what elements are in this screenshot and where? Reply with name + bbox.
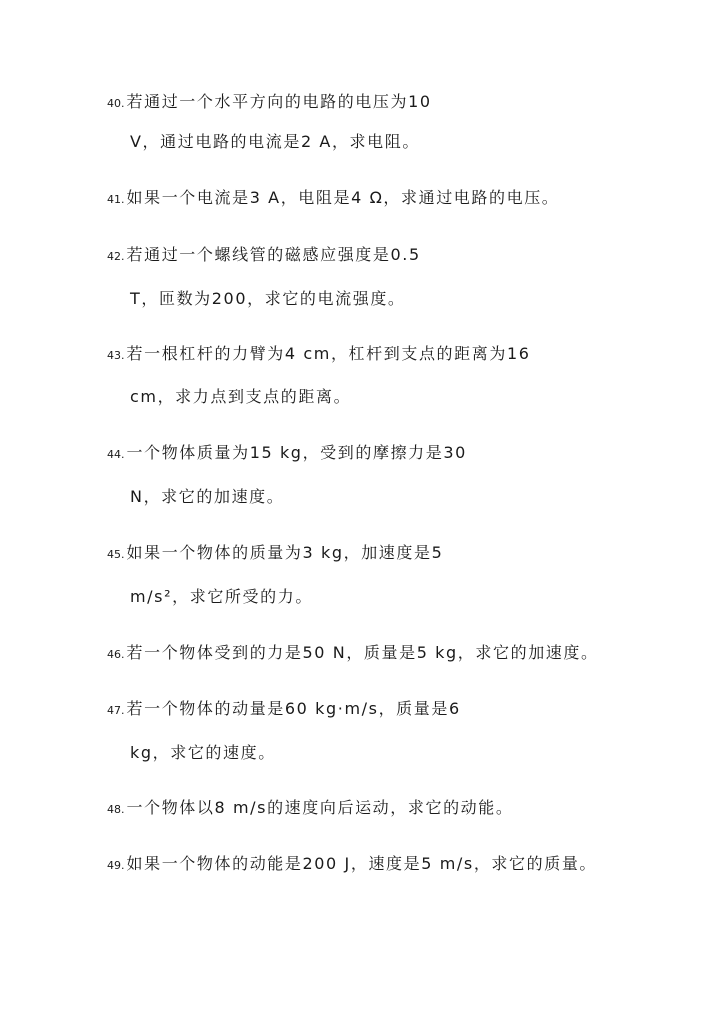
problem-47-line-2 [130, 743, 276, 763]
problem-number: 45. [107, 548, 125, 561]
problem-49-line-1 [107, 854, 597, 876]
problem-text: 如果一个物体的质量为3 kg，加速度是5 [126, 543, 444, 562]
problem-text: 一个物体以8 m/s的速度向后运动，求它的动能。 [126, 798, 514, 817]
problem-number: 46. [107, 648, 125, 661]
problem-number: 41. [107, 193, 125, 206]
problem-text: m/s²，求它所受的力。 [130, 587, 313, 606]
problem-text: 如果一个电流是3 A，电阻是4 Ω，求通过电路的电压。 [126, 188, 560, 207]
problem-number: 40. [107, 97, 125, 110]
problem-text: 如果一个物体的动能是200 J，速度是5 m/s，求它的质量。 [126, 854, 598, 873]
problem-40-line-2 [130, 132, 420, 152]
problem-42-line-1 [107, 245, 421, 267]
problem-text: cm，求力点到支点的距离。 [130, 387, 352, 406]
problem-40-line-1 [107, 92, 432, 114]
problem-43-line-1 [107, 344, 531, 366]
problem-45-line-2 [130, 587, 313, 607]
problem-text: T，匝数为200，求它的电流强度。 [130, 289, 406, 308]
problem-text: 一个物体质量为15 kg，受到的摩擦力是30 [126, 443, 467, 462]
problem-text: 若一个物体受到的力是50 N，质量是5 kg，求它的加速度。 [126, 643, 599, 662]
problem-text: V，通过电路的电流是2 A，求电阻。 [130, 132, 420, 151]
problem-44-line-2 [130, 487, 284, 507]
problem-47-line-1 [107, 699, 461, 721]
problem-44-line-1 [107, 443, 467, 465]
problem-text: kg，求它的速度。 [130, 743, 276, 762]
problem-text: 若一根杠杆的力臂为4 cm，杠杆到支点的距离为16 [126, 344, 531, 363]
problem-42-line-2 [130, 289, 406, 309]
problem-text: 若一个物体的动量是60 kg·m/s，质量是6 [126, 699, 461, 718]
problem-text: 若通过一个螺线管的磁感应强度是0.5 [126, 245, 421, 264]
problem-number: 49. [107, 859, 125, 872]
problem-number: 43. [107, 349, 125, 362]
problem-text: N，求它的加速度。 [130, 487, 285, 506]
problem-43-line-2 [130, 387, 351, 407]
problem-text: 若通过一个水平方向的电路的电压为10 [126, 92, 432, 111]
problem-48-line-1 [107, 798, 513, 820]
problem-number: 48. [107, 803, 125, 816]
problem-number: 44. [107, 448, 125, 461]
problem-number: 47. [107, 704, 125, 717]
problem-number: 42. [107, 250, 125, 263]
problem-41-line-1 [107, 188, 559, 210]
problem-45-line-1 [107, 543, 443, 565]
problem-46-line-1 [107, 643, 599, 665]
